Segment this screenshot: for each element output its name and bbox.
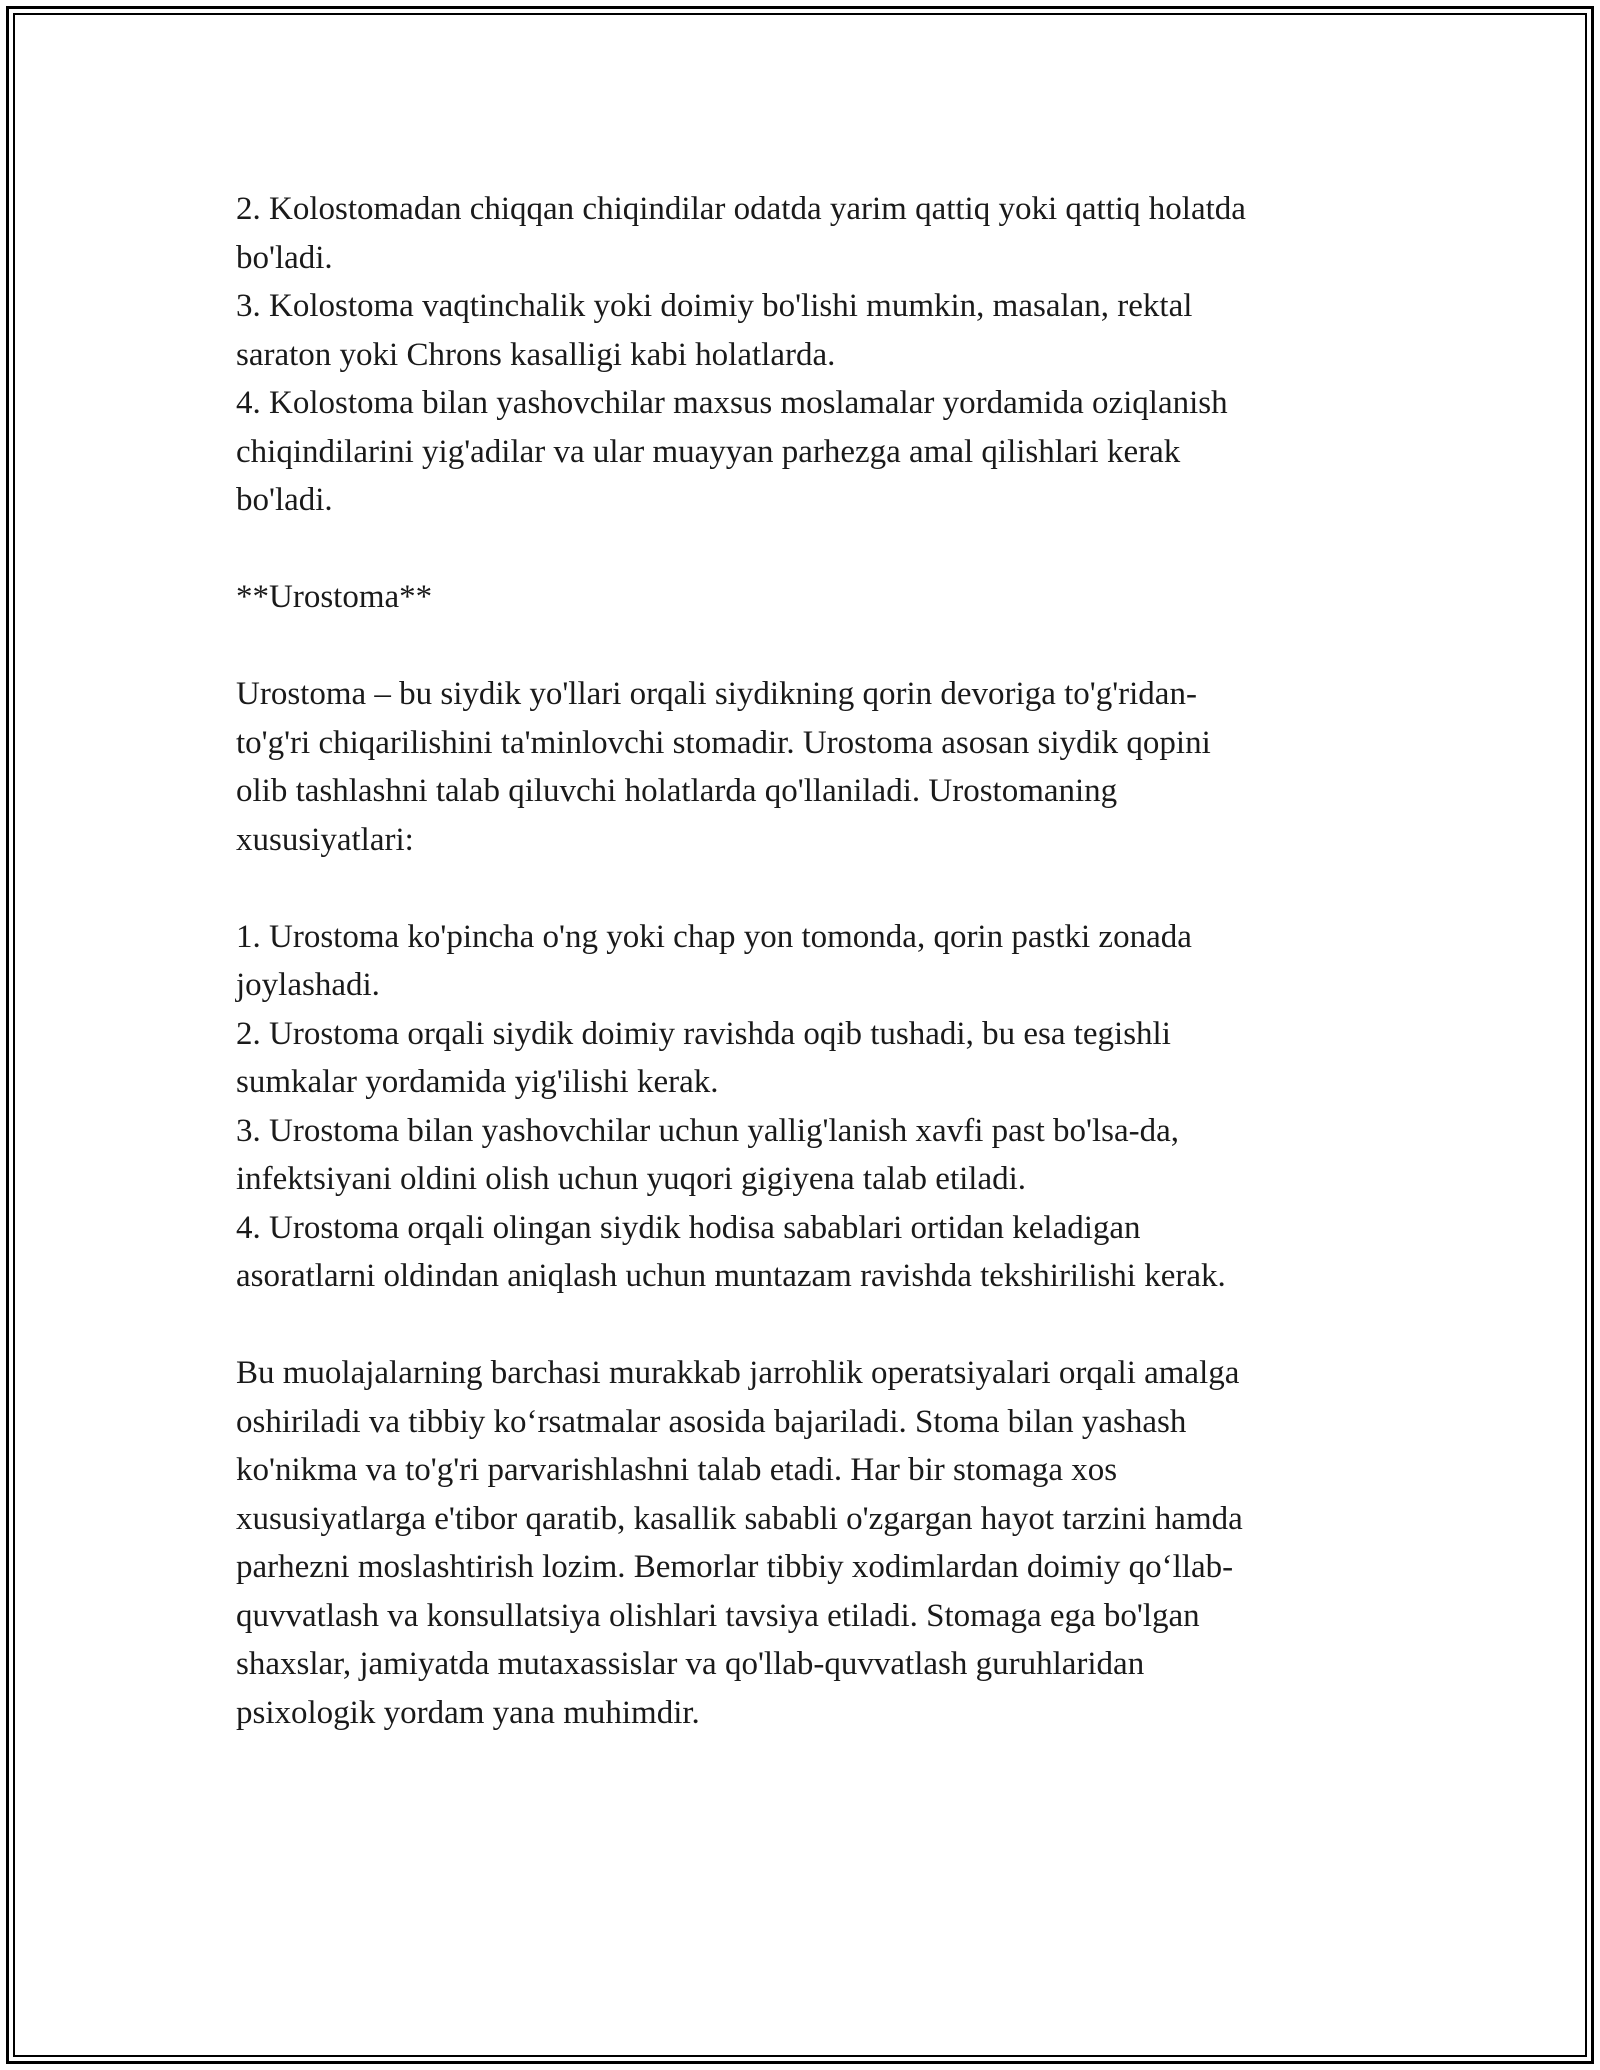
list-item: 1. Urostoma ko'pincha o'ng yoki chap yon tomonda, qorin pastki zonada joylashadi. [236,918,1192,1003]
paragraph: Urostoma – bu siydik yo'llari orqali siydikning qorin devoriga to'g'ridan- to'g'ri chiqarilishini ta'minlovchi stomadir. Urostoma asosan siydik qopini olib tashlashni talab qiluvchi holatlarda qo'llaniladi. Urostomaning xususiyatlari: [236,676,1211,858]
list-item: 4. Urostoma orqali olingan siydik hodisa sabablari ortidan keladigan asoratlarni oldindan aniqlash uchun muntazam ravishda tekshirilishi kerak. [236,1209,1226,1294]
paragraph: Bu muolajalarning barchasi murakkab jarrohlik operatsiyalari orqali amalga oshiriladi va tibbiy ko‘rsatmalar asosida bajariladi. Stoma bilan yashash ko'nikma va to'g'ri parvarishlashni talab etadi. Har bir stomaga xos xususiyatlarga e'tibor qaratib, kasallik sababli o'zgargan hayot tarzini hamda parhezni moslashtirish lozim. Bemorlar tibbiy xodimlardan doimiy qo‘llab- quvvatlash va konsullatsiya olishlari tavsiya etiladi. Stomaga ega bo'lgan shaxslar, jamiyatda mutaxassislar va qo'llab-quvvatlash guruhlaridan psixologik yordam yana muhimdir. [236,1355,1243,1731]
list-item: 4. Kolostoma bilan yashovchilar maxsus moslamalar yordamida oziqlanish chiqindilarini yig'adilar va ular muayyan parhezga amal qilishlari kerak bo'ladi. [236,385,1228,518]
paragraph-spacer [236,525,1396,574]
section-heading: **Urostoma** [236,579,433,615]
list-item: 3. Urostoma bilan yashovchilar uchun yallig'lanish xavfi past bo'lsa-da, infektsiyani oldini olish uchun yuqori gigiyena talab etiladi. [236,1112,1180,1197]
list-item: 2. Urostoma orqali siydik doimiy ravishda oqib tushadi, bu esa tegishli sumkalar yordamida yig'ilishi kerak. [236,1015,1171,1100]
document-body [236,185,1396,1737]
list-item: 2. Kolostomadan chiqqan chiqindilar odatda yarim qattiq yoki qattiq holatda bo'ladi. [236,191,1246,276]
paragraph-spacer [236,622,1396,671]
paragraph-spacer [236,1301,1396,1350]
list-item: 3. Kolostoma vaqtinchalik yoki doimiy bo'lishi mumkin, masalan, rektal saraton yoki Chrons kasalligi kabi holatlarda. [236,288,1193,373]
paragraph-spacer [236,864,1396,913]
